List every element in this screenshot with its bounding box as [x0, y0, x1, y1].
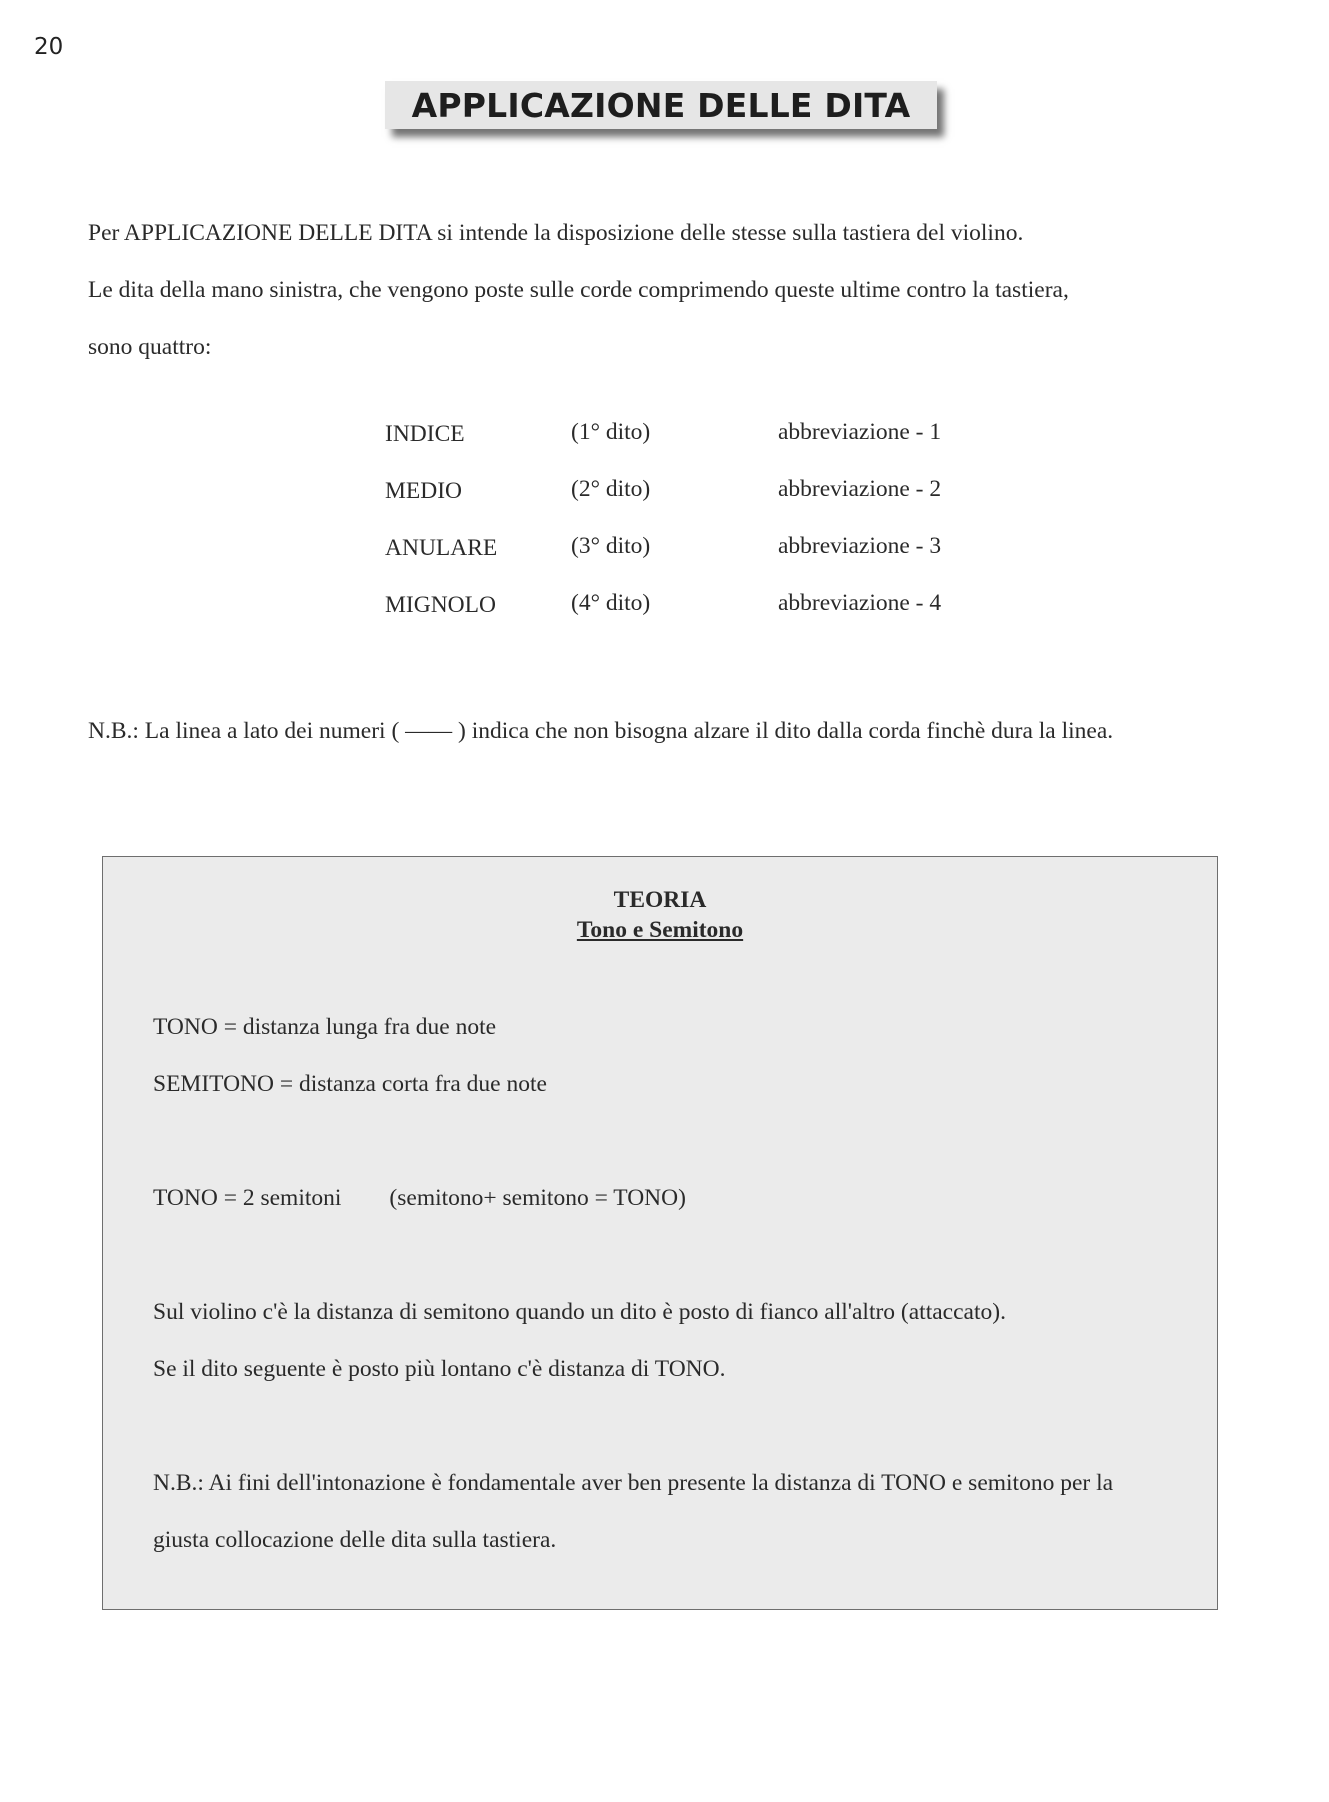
finger-table	[385, 413, 985, 641]
semitono-definition: SEMITONO = distanza corta fra due note	[153, 1071, 547, 1097]
page-title: APPLICAZIONE DELLE DITA	[411, 85, 911, 125]
finger-name: MEDIO	[385, 478, 463, 504]
finger-line-note: N.B.: La linea a lato dei numeri ( —— ) indica che non bisogna alzare il dito dalla corda finchè dura la linea.	[88, 718, 1114, 744]
violin-tone-text: Se il dito seguente è posto più lontano c'è distanza di TONO.	[153, 1356, 726, 1382]
theory-subheading: Tono e Semitono	[576, 917, 744, 943]
violin-semitone-text: Sul violino c'è la distanza di semitono quando un dito è posto di fianco all'altro (attaccato).	[153, 1299, 1006, 1325]
tono-equation-detail: (semitono+ semitono = TONO)	[389, 1185, 686, 1211]
finger-row-ring	[385, 527, 985, 584]
finger-abbreviation: abbreviazione - 4	[778, 590, 942, 616]
finger-number: (1° dito)	[571, 419, 651, 445]
intro-paragraph	[88, 205, 1218, 376]
finger-row-little	[385, 584, 985, 641]
finger-abbreviation: abbreviazione - 1	[778, 419, 942, 445]
intro-line-3: sono quattro:	[88, 334, 212, 360]
tono-definition: TONO = distanza lunga fra due note	[153, 1014, 497, 1040]
finger-name: INDICE	[385, 421, 465, 447]
intro-line-2: Le dita della mano sinistra, che vengono poste sulle corde comprimendo queste ultime contro la tastiera,	[88, 277, 1069, 303]
tono-equation-line	[153, 1185, 686, 1212]
theory-heading: TEORIA	[613, 887, 707, 913]
finger-abbreviation: abbreviazione - 3	[778, 533, 942, 559]
theory-note-line-1: N.B.: Ai fini dell'intonazione è fondamentale aver ben presente la distanza di TONO e semitono per la	[153, 1470, 1114, 1496]
finger-name: ANULARE	[385, 535, 498, 561]
finger-number: (4° dito)	[571, 590, 651, 616]
finger-row-index	[385, 413, 985, 470]
page-number: 20	[34, 34, 64, 60]
theory-note-line-2: giusta collocazione delle dita sulla tastiera.	[153, 1527, 557, 1553]
finger-number: (2° dito)	[571, 476, 651, 502]
finger-row-middle	[385, 470, 985, 527]
tono-equation: TONO = 2 semitoni	[153, 1185, 342, 1211]
finger-number: (3° dito)	[571, 533, 651, 559]
finger-abbreviation: abbreviazione - 2	[778, 476, 942, 502]
theory-header	[103, 885, 1217, 945]
theory-box	[102, 856, 1218, 1610]
finger-name: MIGNOLO	[385, 592, 496, 618]
title-banner	[385, 81, 937, 129]
intro-line-1: Per APPLICAZIONE DELLE DITA si intende la disposizione delle stesse sulla tastiera del violino.	[88, 220, 1024, 246]
